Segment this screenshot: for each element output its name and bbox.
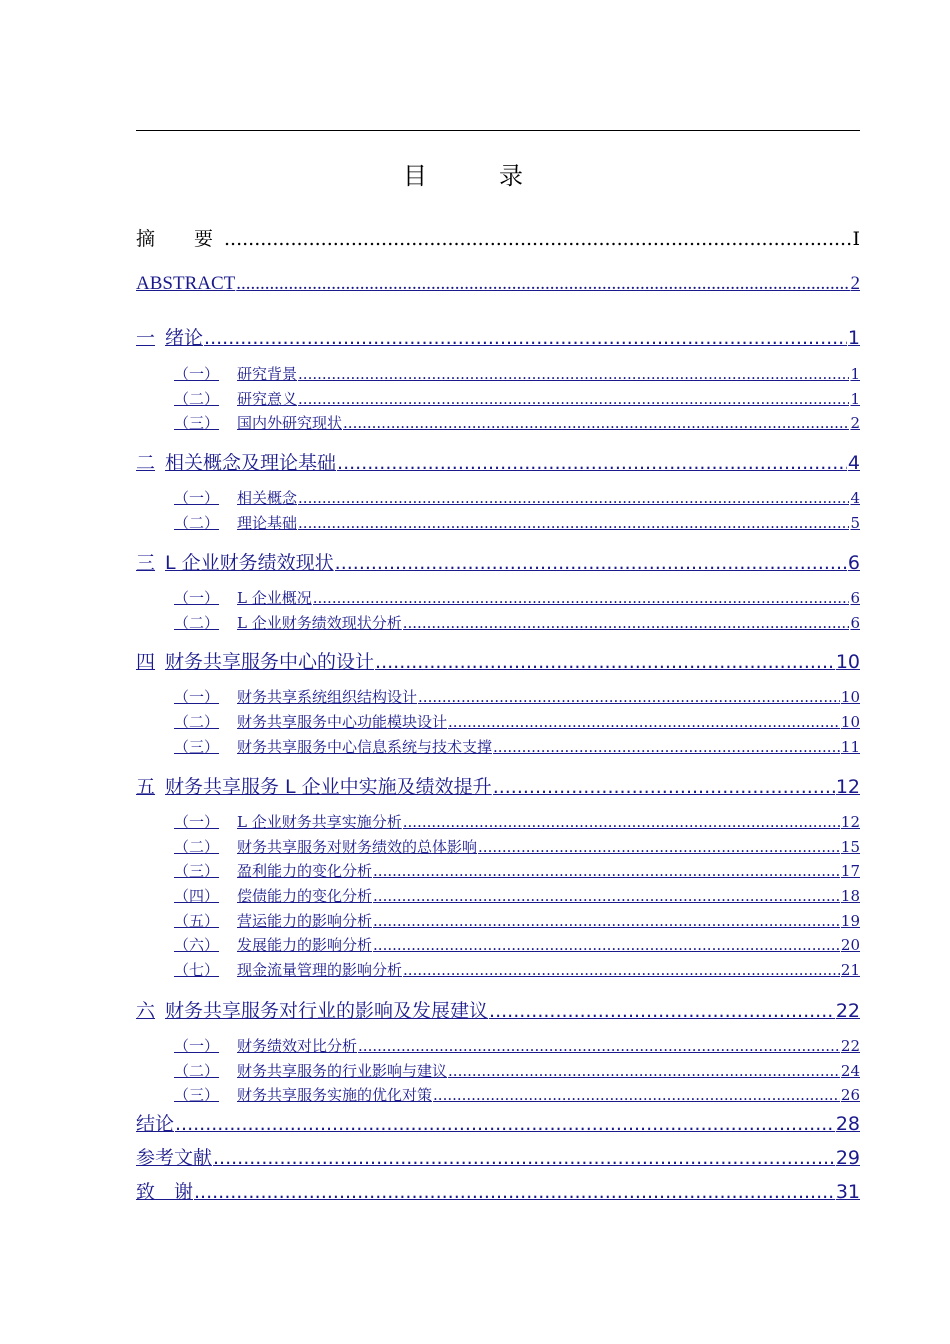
section-title: 盈利能力的变化分析: [237, 862, 373, 880]
section-number: （二）: [174, 614, 220, 632]
toc-entry-label: 参考文献: [136, 1147, 213, 1169]
section-number: （三）: [174, 862, 220, 880]
toc-entry-page: 10: [840, 713, 860, 731]
toc-entry-references[interactable]: [136, 1143, 860, 1170]
chapter-number: 三: [136, 552, 156, 574]
chapter-title: 相关概念及理论基础: [165, 452, 337, 474]
toc-section-5-7[interactable]: [174, 959, 860, 980]
chapter-title: 财务共享服务对行业的影响及发展建议: [165, 1000, 489, 1022]
toc-entry-page: 12: [840, 813, 860, 831]
section-title: 现金流量管理的影响分析: [237, 961, 403, 979]
toc-leader: [298, 390, 849, 408]
section-number: （二）: [174, 390, 220, 408]
toc-section-5-6[interactable]: [174, 934, 860, 955]
toc-section-3-1[interactable]: [174, 587, 860, 608]
toc-leader: [418, 688, 840, 706]
section-number: （五）: [174, 912, 220, 930]
toc-section-2-1[interactable]: [174, 487, 860, 508]
toc-entry-summary[interactable]: [136, 224, 860, 251]
toc-leader: [373, 936, 840, 954]
toc-leader: [373, 862, 840, 880]
section-title: 财务共享系统组织结构设计: [237, 688, 418, 706]
toc-leader: [448, 713, 840, 731]
toc-section-3-2[interactable]: [174, 612, 860, 633]
toc-entry-abstract[interactable]: [136, 273, 860, 295]
toc-leader: [478, 838, 840, 856]
section-title: 财务共享服务中心信息系统与技术支撑: [237, 738, 493, 756]
toc-chapter-2[interactable]: [136, 448, 860, 475]
toc-leader: [358, 1037, 840, 1055]
section-title: 发展能力的影响分析: [237, 936, 373, 954]
toc-leader: [403, 813, 840, 831]
chapter-number: 四: [136, 651, 156, 673]
section-title: 营运能力的影响分析: [237, 912, 373, 930]
chapter-title: L 企业财务绩效现状: [165, 552, 334, 574]
toc-leader: [298, 489, 849, 507]
toc-entry-page: 31: [835, 1181, 860, 1203]
section-number: （三）: [174, 1086, 220, 1104]
toc-leader: [375, 651, 835, 673]
toc-section-6-3[interactable]: [174, 1084, 860, 1105]
toc-section-1-3[interactable]: [174, 412, 860, 433]
toc-leader: [433, 1086, 840, 1104]
toc-leader: [194, 1181, 835, 1203]
toc-leader: [175, 1113, 835, 1135]
toc-chapter-1[interactable]: [136, 323, 860, 350]
toc-leader: [337, 452, 847, 474]
section-title: 财务共享服务对财务绩效的总体影响: [237, 838, 478, 856]
section-number: （一）: [174, 365, 220, 383]
section-title: 理论基础: [237, 514, 298, 532]
toc-entry-page: I: [852, 228, 860, 250]
toc-entry-page: 12: [835, 776, 860, 798]
toc-entry-page: 2: [850, 273, 860, 294]
section-title: 财务共享服务实施的优化对策: [237, 1086, 433, 1104]
toc-leader: [493, 776, 835, 798]
section-title: L 企业财务绩效现状分析: [237, 614, 402, 632]
chapter-number: 二: [136, 452, 156, 474]
toc-leader: [298, 365, 849, 383]
section-number: （二）: [174, 1062, 220, 1080]
chapter-number: 六: [136, 1000, 156, 1022]
section-title: L 企业概况: [237, 589, 312, 607]
chapter-title: 绪论: [165, 327, 204, 349]
toc-leader: [213, 1147, 835, 1169]
toc-section-6-1[interactable]: [174, 1035, 860, 1056]
section-title: 研究意义: [237, 390, 298, 408]
toc-entry-page: 19: [840, 912, 860, 930]
toc-entry-conclusion[interactable]: [136, 1109, 860, 1136]
toc-leader: [403, 961, 840, 979]
toc-entry-page: 21: [840, 961, 860, 979]
toc-entry-page: 29: [835, 1147, 860, 1169]
toc-entry-page: 20: [840, 936, 860, 954]
toc-leader: [298, 514, 849, 532]
toc-entry-page: 1: [847, 327, 860, 349]
toc-leader: [236, 273, 849, 295]
toc-entry-page: 1: [850, 365, 860, 383]
toc-entry-label: ABSTRACT: [136, 273, 236, 294]
toc-entry-label: 结论: [136, 1113, 175, 1135]
section-title: 偿债能力的变化分析: [237, 887, 373, 905]
toc-leader: [343, 414, 849, 432]
section-title: 财务共享服务中心功能模块设计: [237, 713, 448, 731]
toc-leader: [313, 589, 850, 607]
toc-leader: [403, 614, 850, 632]
toc-entry-page: 4: [850, 489, 860, 507]
section-number: （一）: [174, 1037, 220, 1055]
toc-entry-page: 17: [840, 862, 860, 880]
toc-entry-page: 22: [835, 1000, 860, 1022]
section-number: （二）: [174, 713, 220, 731]
toc-title: 目 录: [403, 162, 547, 190]
toc-entry-page: 18: [840, 887, 860, 905]
toc-section-5-3[interactable]: [174, 860, 860, 881]
toc-section-5-4[interactable]: [174, 885, 860, 906]
section-title: 研究背景: [237, 365, 298, 383]
toc-section-4-2[interactable]: [174, 711, 860, 732]
toc-entry-page: 15: [840, 838, 860, 856]
toc-leader: [335, 552, 847, 574]
section-number: （一）: [174, 813, 220, 831]
toc-entry-page: 22: [840, 1037, 860, 1055]
toc-section-4-1[interactable]: [174, 686, 860, 707]
section-title: 财务共享服务的行业影响与建议: [237, 1062, 448, 1080]
section-number: （一）: [174, 589, 220, 607]
header-rule: [136, 130, 860, 131]
toc-chapter-5[interactable]: [136, 772, 860, 799]
chapter-title: 财务共享服务 L 企业中实施及绩效提升: [165, 776, 492, 798]
toc-entry-label: 致 谢: [136, 1181, 194, 1203]
toc-entry-page: 28: [835, 1113, 860, 1135]
toc-entry-page: 1: [850, 390, 860, 408]
toc-entry-page: 2: [850, 414, 860, 432]
toc-entry-page: 11: [840, 738, 860, 756]
toc-entry-page: 6: [847, 552, 860, 574]
section-number: （一）: [174, 489, 220, 507]
section-title: L 企业财务共享实施分析: [237, 813, 402, 831]
section-title: 国内外研究现状: [237, 414, 343, 432]
toc-leader: [224, 228, 851, 250]
toc-entry-page: 6: [850, 614, 860, 632]
toc-entry-page: 10: [835, 651, 860, 673]
toc-leader: [373, 887, 840, 905]
section-number: （二）: [174, 514, 220, 532]
section-number: （四）: [174, 887, 220, 905]
toc-section-6-2[interactable]: [174, 1060, 860, 1081]
chapter-number: 五: [136, 776, 156, 798]
section-number: （三）: [174, 738, 220, 756]
toc-leader: [373, 912, 840, 930]
section-number: （六）: [174, 936, 220, 954]
toc-section-5-2[interactable]: [174, 836, 860, 857]
toc-leader: [448, 1062, 840, 1080]
toc-entry-page: 6: [850, 589, 860, 607]
toc-section-1-1[interactable]: [174, 363, 860, 384]
toc-section-2-2[interactable]: [174, 512, 860, 533]
toc-entry-label: [136, 323, 203, 350]
toc-chapter-6[interactable]: [136, 996, 860, 1023]
toc-section-5-1[interactable]: [174, 811, 860, 832]
section-number: （一）: [174, 688, 220, 706]
section-title: 财务绩效对比分析: [237, 1037, 358, 1055]
toc-entry-page: 26: [840, 1086, 860, 1104]
toc-leader: [204, 327, 847, 349]
toc-leader: [493, 738, 840, 756]
toc-entry-page: 5: [850, 514, 860, 532]
toc-entry-label: 摘 要: [136, 228, 224, 250]
toc-entry-page: 10: [840, 688, 860, 706]
toc-chapter-3[interactable]: [136, 548, 860, 575]
chapter-title: 财务共享服务中心的设计: [165, 651, 375, 673]
toc-entry-page: 4: [847, 452, 860, 474]
section-number: （三）: [174, 414, 220, 432]
toc-chapter-4[interactable]: [136, 647, 860, 674]
section-title: 相关概念: [237, 489, 298, 507]
toc-section-4-3[interactable]: [174, 736, 860, 757]
toc-entry-page: 24: [840, 1062, 860, 1080]
chapter-number: 一: [136, 327, 156, 349]
toc-section-1-2[interactable]: [174, 388, 860, 409]
toc-leader: [489, 1000, 835, 1022]
toc-section-5-5[interactable]: [174, 910, 860, 931]
section-number: （七）: [174, 961, 220, 979]
section-number: （二）: [174, 838, 220, 856]
toc-entry-acknowledgements[interactable]: [136, 1177, 860, 1204]
